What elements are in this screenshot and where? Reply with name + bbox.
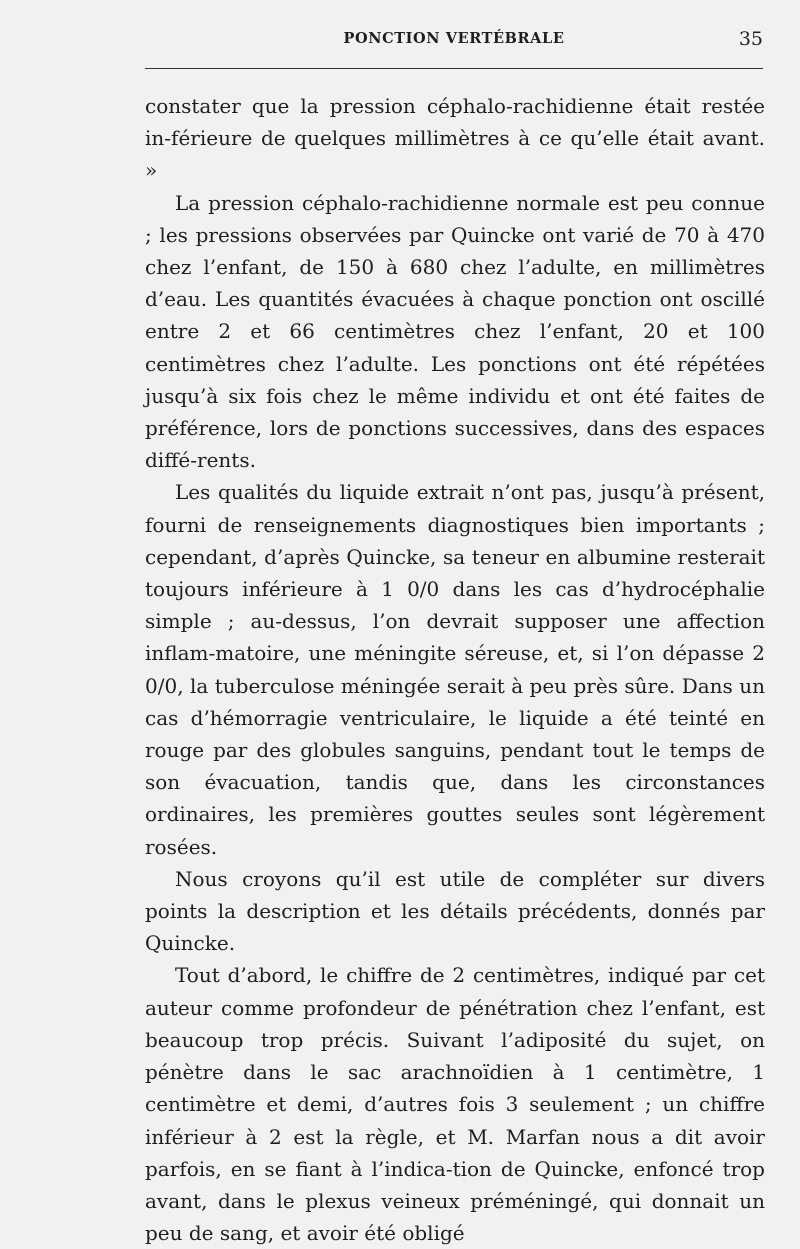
- running-title: PONCTION VERTÉBRALE: [343, 30, 565, 47]
- paragraph-continued: constater que la pression céphalo-rachidienne était restée in-férieure de quelques millimètres à ce qu’elle était avant. »: [145, 94, 765, 183]
- body-text: [145, 90, 765, 1249]
- running-head: [145, 30, 763, 54]
- paragraph-complete-description: Nous croyons qu’il est utile de compléter sur divers points la description et les détails précédents, donnés par Quincke.: [145, 866, 765, 956]
- header-rule: [145, 68, 763, 69]
- paragraph-pressure: La pression céphalo-rachidienne normale est peu connue ; les pressions observées par Quincke ont varié de 70 à 470 chez l’enfant, de 150 à 680 chez l’adulte, en millimètres d’eau. Les quantités évacuées à chaque ponction ont oscillé entre 2 et 66 centimètres chez l’enfant, 20 et 100 centimètres chez l’adulte. Les ponctions ont été répétées jusqu’à six fois chez le même individu et ont été faites de préférence, lors de ponctions successives, dans des espaces diffé-rents.: [145, 190, 765, 473]
- paragraph-depth: Tout d’abord, le chiffre de 2 centimètres, indiqué par cet auteur comme profondeur de pénétration chez l’enfant, est beaucoup trop précis. Suivant l’adiposité du sujet, on pénètre dans le sac arachnoïdien à 1 centimètre, 1 centimètre et demi, d’autres fois 3 seulement ; un chiffre inférieur à 2 est la règle, et M. Marfan nous a dit avoir parfois, en se fiant à l’indica-tion de Quincke, enfoncé trop avant, dans le plexus veineux préméningé, qui donnait un peu de sang, et avoir été obligé: [145, 963, 765, 1246]
- paragraph-liquid-qualities: Les qualités du liquide extrait n’ont pas, jusqu’à présent, fourni de renseignements diagnostiques bien importants ; cependant, d’après Quincke, sa teneur en albumine resterait toujours inférieure à 1 0/0 dans les cas d’hydrocéphalie simple ; au-dessus, l’on devrait supposer une affection inflam-matoire, une méningite séreuse, et, si l’on dépasse 2 0/0, la tuberculose méningée serait à peu près sûre. Dans un cas d’hémorragie ventriculaire, le liquide a été teinté en rouge par des globules sanguins, pendant tout le temps de son évacuation, tandis que, dans les circonstances ordinaires, les premières gouttes seules sont légèrement rosées.: [145, 480, 765, 859]
- page-number: 35: [738, 28, 763, 50]
